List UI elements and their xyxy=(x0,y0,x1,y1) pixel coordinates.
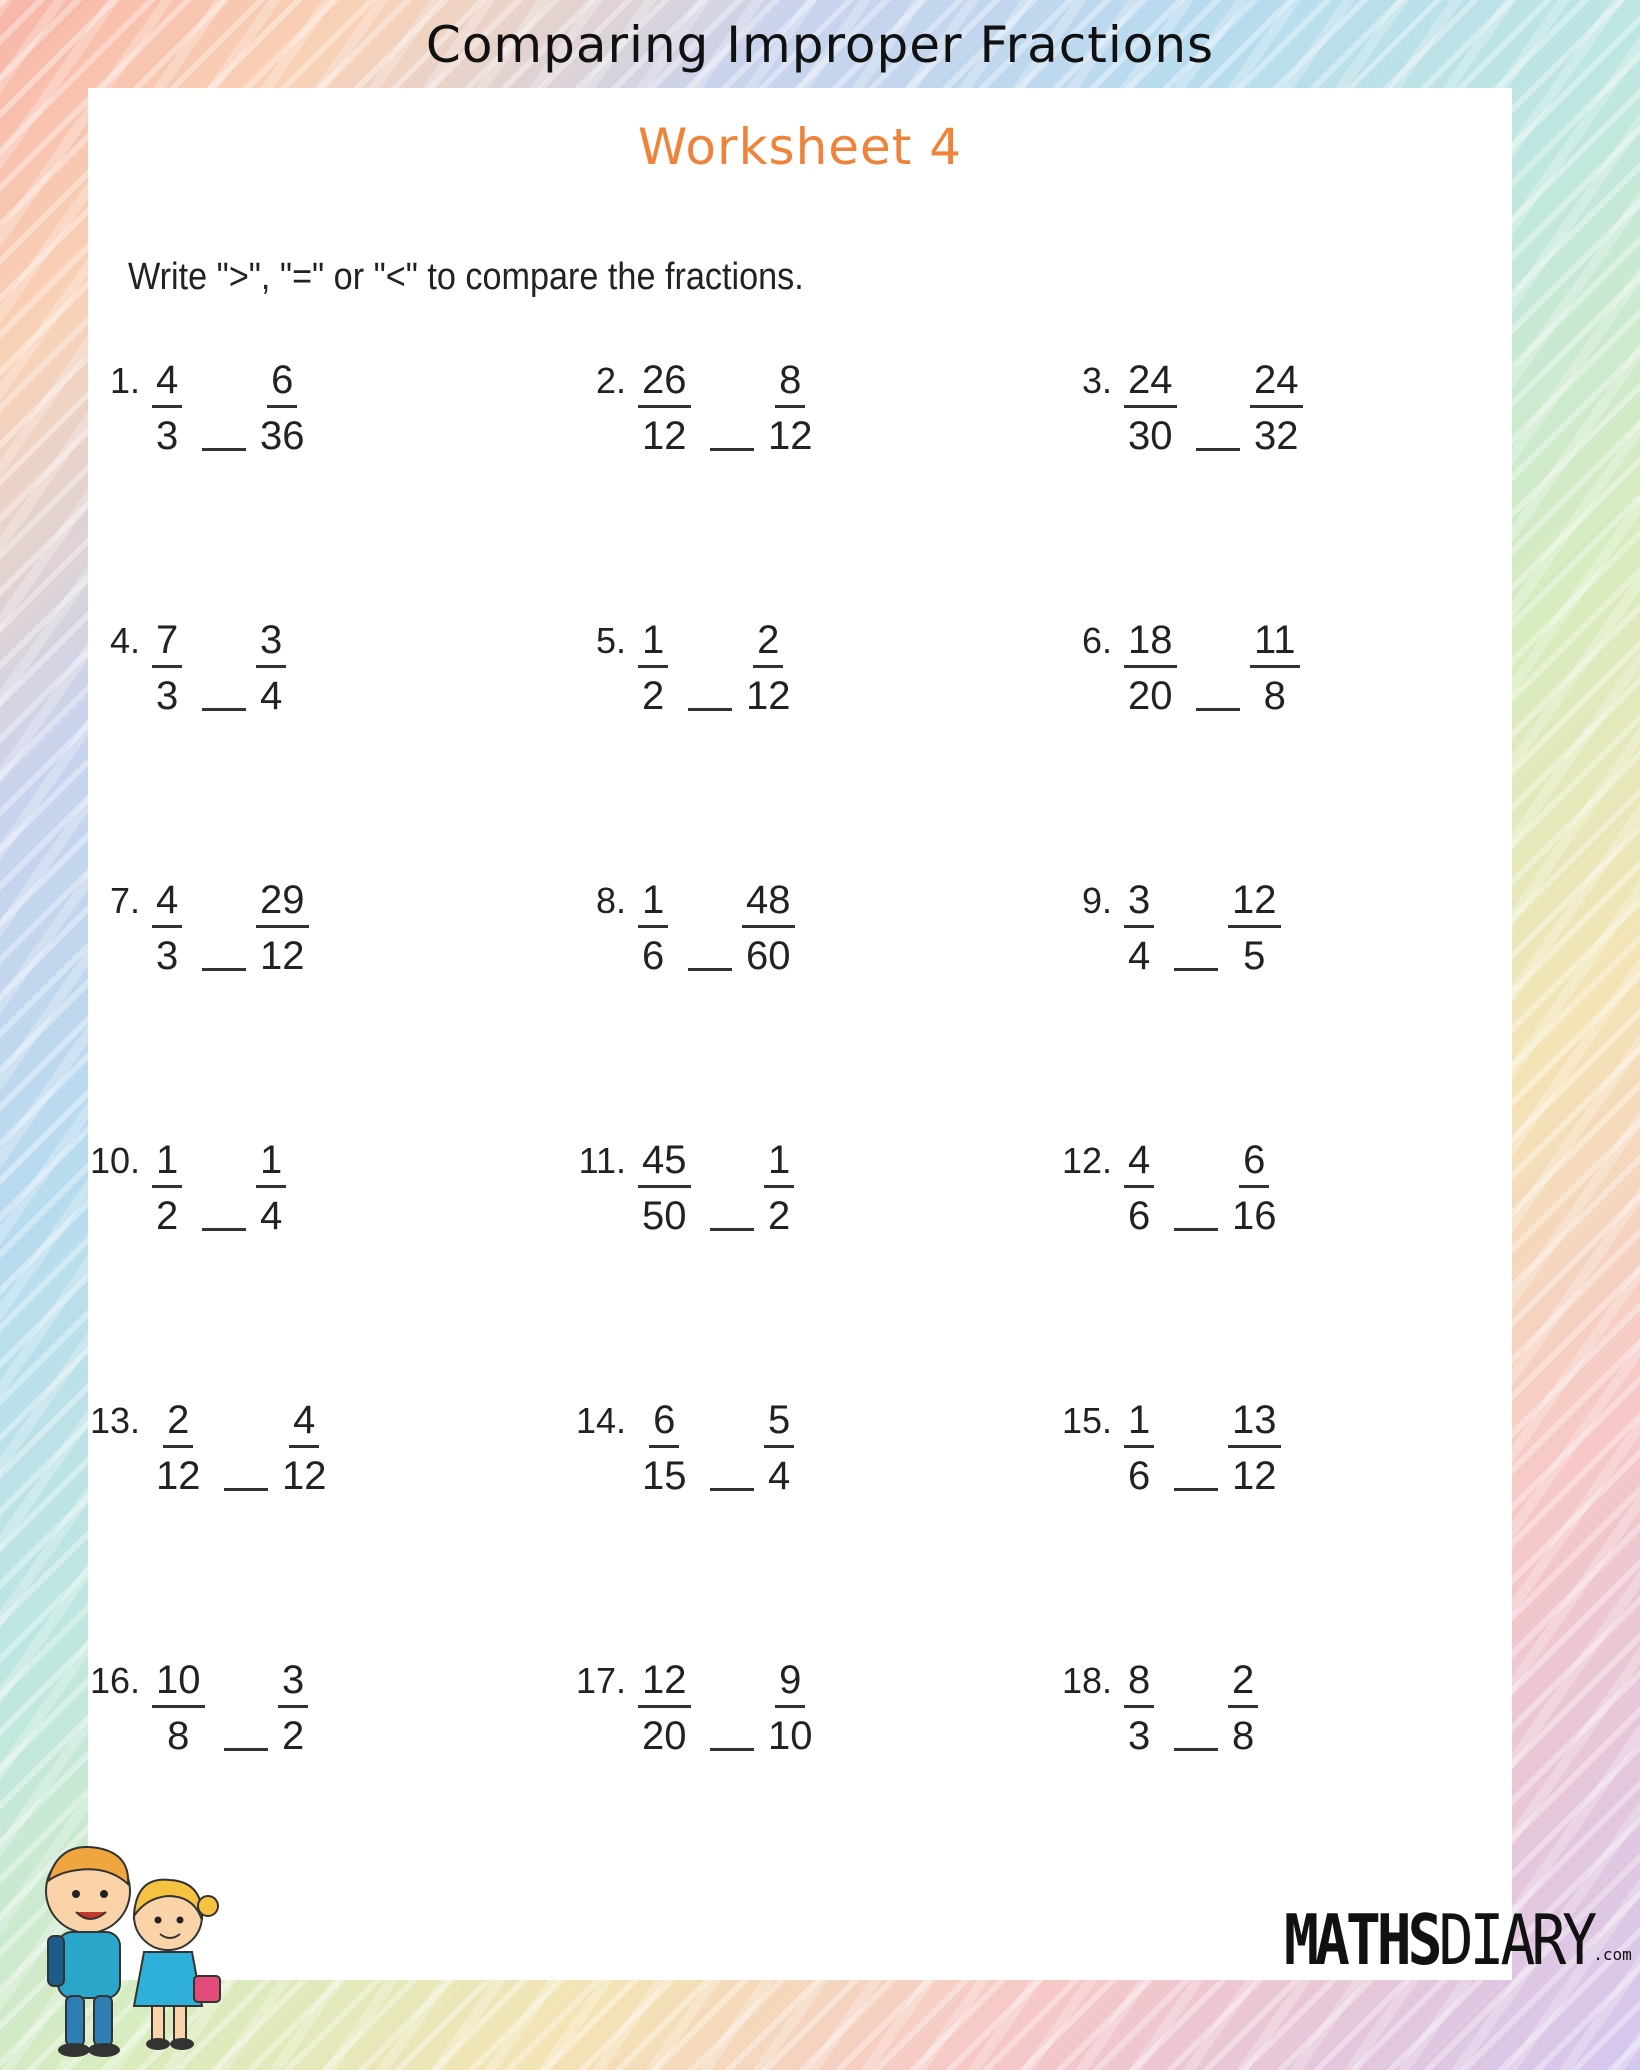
answer-blank[interactable] xyxy=(1174,1748,1218,1751)
left-fraction xyxy=(152,1660,205,1756)
left-fraction xyxy=(638,360,691,456)
denominator: 16 xyxy=(1232,1194,1277,1238)
numerator: 1 xyxy=(256,1140,286,1188)
right-fraction xyxy=(1228,1660,1258,1756)
numerator: 6 xyxy=(1239,1140,1269,1188)
numerator: 10 xyxy=(152,1660,205,1708)
numerator: 2 xyxy=(753,620,783,668)
numerator: 1 xyxy=(152,1140,182,1188)
denominator: 12 xyxy=(1232,1454,1277,1498)
problem-item xyxy=(1052,620,1452,730)
denominator: 50 xyxy=(642,1194,687,1238)
denominator: 2 xyxy=(156,1194,179,1238)
right-fraction xyxy=(1228,1140,1281,1236)
problem-item xyxy=(1052,360,1452,470)
denominator: 4 xyxy=(260,1194,283,1238)
problem-number: 15. xyxy=(1061,1400,1112,1441)
problem-item xyxy=(80,360,480,470)
problem-number: 3. xyxy=(1081,360,1112,401)
left-fraction xyxy=(638,620,668,716)
left-fraction xyxy=(638,880,668,976)
logo-maths: MATHS xyxy=(1284,1899,1439,1981)
denominator: 3 xyxy=(1128,1714,1151,1758)
right-fraction xyxy=(256,1140,286,1236)
answer-blank[interactable] xyxy=(1174,1488,1218,1491)
problem-number: 9. xyxy=(1081,880,1112,921)
denominator: 12 xyxy=(642,414,687,458)
left-fraction xyxy=(1124,1660,1154,1756)
numerator: 4 xyxy=(1124,1140,1154,1188)
logo-diary: DIARY xyxy=(1438,1899,1594,1981)
kids-illustration-icon xyxy=(18,1836,238,2066)
answer-blank[interactable] xyxy=(1174,968,1218,971)
problem-number: 10. xyxy=(89,1140,140,1181)
problem-item xyxy=(1052,1400,1452,1510)
right-fraction xyxy=(256,620,286,716)
left-fraction xyxy=(152,360,182,456)
answer-blank[interactable] xyxy=(202,708,246,711)
right-fraction xyxy=(742,880,795,976)
numerator: 4 xyxy=(152,360,182,408)
problem-item xyxy=(566,360,966,470)
numerator: 1 xyxy=(638,620,668,668)
denominator: 30 xyxy=(1128,414,1173,458)
denominator: 3 xyxy=(156,414,179,458)
numerator: 3 xyxy=(256,620,286,668)
right-fraction xyxy=(256,880,309,976)
answer-blank[interactable] xyxy=(202,448,246,451)
problem-item xyxy=(1052,880,1452,990)
denominator: 15 xyxy=(642,1454,687,1498)
problem-number: 14. xyxy=(575,1400,626,1441)
left-fraction xyxy=(1124,620,1177,716)
right-fraction xyxy=(764,1400,794,1496)
numerator: 18 xyxy=(1124,620,1177,668)
numerator: 12 xyxy=(1228,880,1281,928)
answer-blank[interactable] xyxy=(224,1488,268,1491)
right-fraction xyxy=(1250,360,1303,456)
answer-blank[interactable] xyxy=(710,448,754,451)
numerator: 29 xyxy=(256,880,309,928)
right-fraction xyxy=(1228,880,1281,976)
worksheet-paper xyxy=(88,88,1512,1980)
denominator: 12 xyxy=(768,414,813,458)
numerator: 1 xyxy=(638,880,668,928)
problem-number: 4. xyxy=(109,620,140,661)
denominator: 60 xyxy=(746,934,791,978)
denominator: 6 xyxy=(1128,1454,1151,1498)
denominator: 20 xyxy=(642,1714,687,1758)
numerator: 3 xyxy=(278,1660,308,1708)
answer-blank[interactable] xyxy=(202,968,246,971)
right-fraction xyxy=(764,1140,794,1236)
denominator: 8 xyxy=(167,1714,190,1758)
right-fraction xyxy=(1250,620,1300,716)
right-fraction xyxy=(764,360,817,456)
problem-number: 16. xyxy=(89,1660,140,1701)
numerator: 1 xyxy=(764,1140,794,1188)
denominator: 2 xyxy=(768,1194,791,1238)
denominator: 2 xyxy=(642,674,665,718)
numerator: 45 xyxy=(638,1140,691,1188)
denominator: 12 xyxy=(746,674,791,718)
numerator: 26 xyxy=(638,360,691,408)
denominator: 8 xyxy=(1263,674,1286,718)
left-fraction xyxy=(1124,1400,1154,1496)
left-fraction xyxy=(152,1400,205,1496)
right-fraction xyxy=(256,360,309,456)
denominator: 3 xyxy=(156,674,179,718)
answer-blank[interactable] xyxy=(224,1748,268,1751)
problem-item xyxy=(566,1140,966,1250)
denominator: 6 xyxy=(1128,1194,1151,1238)
denominator: 36 xyxy=(260,414,305,458)
numerator: 48 xyxy=(742,880,795,928)
numerator: 8 xyxy=(1124,1660,1154,1708)
problem-number: 13. xyxy=(89,1400,140,1441)
denominator: 32 xyxy=(1254,414,1299,458)
answer-blank[interactable] xyxy=(710,1748,754,1751)
denominator: 12 xyxy=(260,934,305,978)
numerator: 3 xyxy=(1124,880,1154,928)
numerator: 6 xyxy=(649,1400,679,1448)
worksheet-title: Comparing Improper Fractions xyxy=(425,16,1215,74)
answer-blank[interactable] xyxy=(1174,1228,1218,1231)
numerator: 4 xyxy=(289,1400,319,1448)
right-fraction xyxy=(278,1660,308,1756)
left-fraction xyxy=(638,1660,691,1756)
problem-item xyxy=(80,1140,480,1250)
denominator: 5 xyxy=(1243,934,1266,978)
right-fraction xyxy=(1228,1400,1281,1496)
problem-number: 8. xyxy=(595,880,626,921)
left-fraction xyxy=(638,1400,691,1496)
denominator: 4 xyxy=(260,674,283,718)
numerator: 6 xyxy=(267,360,297,408)
numerator: 24 xyxy=(1124,360,1177,408)
problem-item xyxy=(566,880,966,990)
left-fraction xyxy=(152,620,182,716)
problem-item xyxy=(566,620,966,730)
numerator: 2 xyxy=(1228,1660,1258,1708)
instruction-text: Write ">", "=" or "<" to compare the fractions. xyxy=(128,256,804,298)
answer-blank[interactable] xyxy=(688,968,732,971)
numerator: 12 xyxy=(638,1660,691,1708)
left-fraction xyxy=(152,880,182,976)
denominator: 4 xyxy=(768,1454,791,1498)
problem-item xyxy=(566,1660,966,1770)
problem-number: 17. xyxy=(575,1660,626,1701)
denominator: 6 xyxy=(642,934,665,978)
denominator: 2 xyxy=(282,1714,305,1758)
problem-item xyxy=(566,1400,966,1510)
problem-number: 2. xyxy=(595,360,626,401)
numerator: 8 xyxy=(775,360,805,408)
problem-item xyxy=(80,620,480,730)
problem-item xyxy=(1052,1140,1452,1250)
left-fraction xyxy=(638,1140,691,1236)
answer-blank[interactable] xyxy=(202,1228,246,1231)
problem-item xyxy=(80,880,480,990)
denominator: 10 xyxy=(768,1714,813,1758)
answer-blank[interactable] xyxy=(688,708,732,711)
denominator: 20 xyxy=(1128,674,1173,718)
denominator: 3 xyxy=(156,934,179,978)
numerator: 2 xyxy=(163,1400,193,1448)
left-fraction xyxy=(1124,880,1154,976)
problem-number: 6. xyxy=(1081,620,1112,661)
logo-com: .com xyxy=(1593,1945,1632,1964)
numerator: 1 xyxy=(1124,1400,1154,1448)
problem-number: 7. xyxy=(109,880,140,921)
problem-number: 1. xyxy=(109,360,140,401)
numerator: 13 xyxy=(1228,1400,1281,1448)
denominator: 12 xyxy=(282,1454,327,1498)
answer-blank[interactable] xyxy=(1196,708,1240,711)
answer-blank[interactable] xyxy=(710,1488,754,1491)
numerator: 11 xyxy=(1250,620,1300,668)
right-fraction xyxy=(764,1660,817,1756)
problem-item xyxy=(80,1400,480,1510)
answer-blank[interactable] xyxy=(710,1228,754,1231)
denominator: 8 xyxy=(1232,1714,1255,1758)
left-fraction xyxy=(152,1140,182,1236)
denominator: 4 xyxy=(1128,934,1151,978)
numerator: 4 xyxy=(152,880,182,928)
numerator: 5 xyxy=(764,1400,794,1448)
problem-number: 12. xyxy=(1061,1140,1112,1181)
right-fraction xyxy=(278,1400,331,1496)
denominator: 12 xyxy=(156,1454,201,1498)
numerator: 7 xyxy=(152,620,182,668)
worksheet-subtitle: Worksheet 4 xyxy=(637,118,963,176)
problem-item xyxy=(1052,1660,1452,1770)
maths-diary-logo[interactable] xyxy=(1284,1899,1632,1981)
problem-number: 18. xyxy=(1061,1660,1112,1701)
numerator: 9 xyxy=(775,1660,805,1708)
answer-blank[interactable] xyxy=(1196,448,1240,451)
problem-item xyxy=(80,1660,480,1770)
left-fraction xyxy=(1124,360,1177,456)
problem-number: 5. xyxy=(595,620,626,661)
right-fraction xyxy=(742,620,795,716)
problem-number: 11. xyxy=(578,1140,626,1181)
left-fraction xyxy=(1124,1140,1154,1236)
numerator: 24 xyxy=(1250,360,1303,408)
